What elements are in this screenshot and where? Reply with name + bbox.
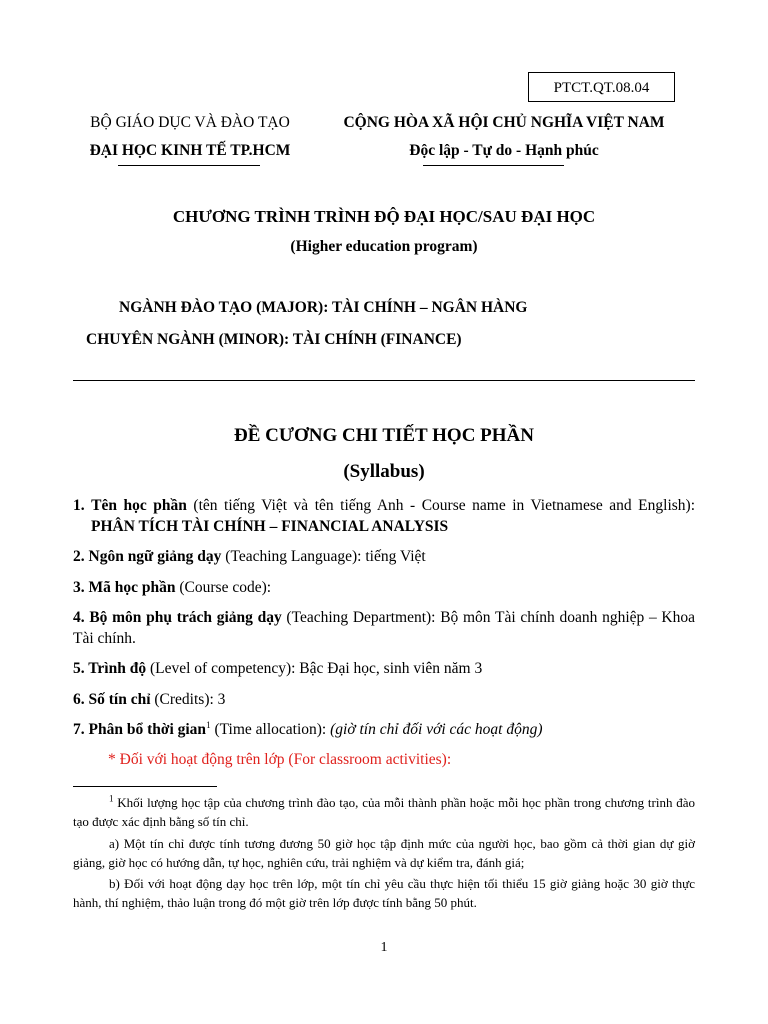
program-subtitle: (Higher education program) — [290, 238, 478, 255]
program-title: CHƯƠNG TRÌNH TRÌNH ĐỘ ĐẠI HỌC/SAU ĐẠI HỌC — [172, 207, 596, 226]
item-7-label: 7. Phân bổ thời gian — [73, 721, 207, 738]
item-7-text: (Time allocation): — [210, 721, 331, 738]
item-4-text: (Teaching Department): Bộ môn Tài chính doanh nghiệp – Khoa Tài chính. — [73, 609, 696, 647]
item-credits — [73, 689, 695, 710]
section-divider — [73, 380, 695, 381]
item-3-text: (Course code): — [175, 579, 272, 596]
item-course-code — [73, 577, 695, 598]
national-motto: Độc lập - Tự do - Hạnh phúc — [409, 142, 599, 159]
minor-line: CHUYÊN NGÀNH (MINOR): TÀI CHÍNH (FINANCE) — [86, 331, 462, 348]
ministry-name: BỘ GIÁO DỤC VÀ ĐÀO TẠO — [90, 114, 290, 131]
footnote-reference: 1 — [206, 719, 211, 730]
item-level — [73, 658, 695, 679]
item-5-label: 5. Trình độ — [73, 660, 147, 677]
major-line: NGÀNH ĐÀO TẠO (MAJOR): TÀI CHÍNH – NGÂN HÀNG — [119, 299, 528, 316]
footnote-1 — [73, 793, 695, 831]
item-1-label: Tên học phần — [91, 497, 187, 514]
document-code-box: PTCT.QT.08.04 — [528, 72, 675, 102]
item-teaching-language — [73, 546, 695, 567]
syllabus-title: ĐỀ CƯƠNG CHI TIẾT HỌC PHẦN — [234, 425, 534, 446]
item-7-note: (giờ tín chỉ đối với các hoạt động) — [330, 721, 543, 738]
footnote-1a: a) Một tín chỉ được tính tương đương 50 giờ học tập định mức của người học, bao gồm cả thời gian dự giờ giảng, giờ học có hướng dẫn, tự học, nghiên cứu, trải nghiệm và dự kiểm tra, đánh giá; — [73, 836, 695, 870]
item-1-text: (tên tiếng Việt và tên tiếng Anh - Course name in Vietnamese and English): — [186, 497, 696, 514]
item-5-text: (Level of competency): Bậc Đại học, sinh viên năm 3 — [146, 660, 483, 677]
item-teaching-department — [73, 607, 695, 649]
university-underline — [118, 165, 260, 166]
university-name: ĐẠI HỌC KINH TẾ TP.HCM — [89, 142, 291, 159]
syllabus-subtitle: (Syllabus) — [343, 461, 425, 482]
item-6-label: 6. Số tín chỉ — [73, 691, 151, 708]
item-2-text: (Teaching Language): tiếng Việt — [221, 548, 426, 565]
item-6-text: (Credits): 3 — [150, 691, 226, 708]
item-course-name — [73, 495, 695, 537]
footnote-separator — [73, 786, 217, 787]
item-time-allocation — [73, 719, 695, 740]
footnote-mark: 1 — [109, 793, 114, 804]
item-2-label: 2. Ngôn ngữ giảng dạy — [73, 548, 222, 565]
republic-name: CỘNG HÒA XÃ HỘI CHỦ NGHĨA VIỆT NAM — [343, 114, 665, 131]
footnote-1b: b) Đối với hoạt động dạy học trên lớp, một tín chỉ yêu cầu thực hiện tối thiểu 15 giờ giảng hoặc 30 giờ thực hành, thí nghiệm, thảo luận trong đó một giờ trên lớp được tính bằng 50 phút. — [73, 876, 695, 910]
page-number: 1 — [380, 940, 388, 955]
motto-underline — [423, 165, 564, 166]
item-3-label: 3. Mã học phần — [73, 579, 176, 596]
classroom-activities-note: * Đối với hoạt động trên lớp (For classroom activities): — [108, 751, 452, 768]
course-name-value: PHÂN TÍCH TÀI CHÍNH – FINANCIAL ANALYSIS — [91, 518, 449, 535]
item-4-label: 4. Bộ môn phụ trách giảng dạy — [73, 609, 282, 626]
item-1-number: 1. — [73, 497, 85, 514]
footnote-1-text: Khối lượng học tập của chương trình đào tạo, của mỗi thành phần hoặc mỗi học phần trong chương trình đào tạo được xác định bằng số tín chỉ. — [73, 795, 695, 829]
